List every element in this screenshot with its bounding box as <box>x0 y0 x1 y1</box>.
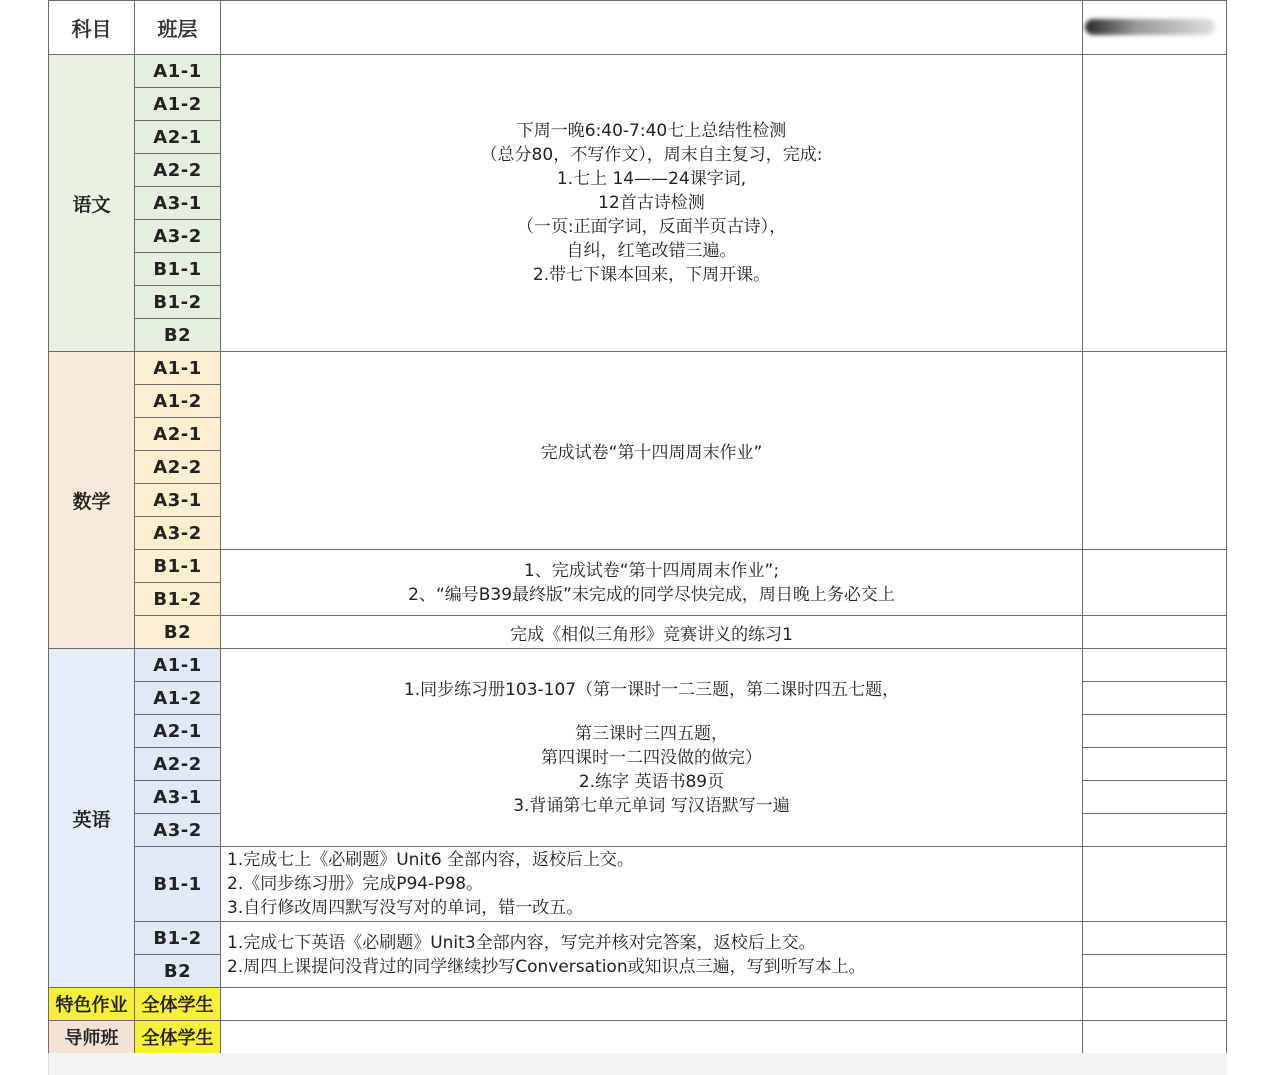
table-row <box>49 1021 1227 1054</box>
chinese-content <box>221 55 1083 352</box>
class-cell: 全体学生 <box>135 988 221 1021</box>
content-line: 3.背诵第七单元单词 写汉语默写一遍 <box>513 795 790 816</box>
mentor-content <box>221 1021 1083 1054</box>
content-line: 1.完成七上《必刷题》Unit6 全部内容，返校后上交。 <box>227 850 635 870</box>
extra-cell <box>1083 988 1227 1021</box>
extra-cell <box>1083 814 1227 847</box>
content-line: 下周一晚6:40-7:40七上总结性检测 <box>516 121 787 141</box>
class-cell: A1-1 <box>135 649 221 682</box>
class-cell: A1-2 <box>135 682 221 715</box>
header-class-level: 班层 <box>135 1 221 55</box>
table-row <box>49 55 1227 88</box>
content-line: 2.带七下课本回来，下周开课。 <box>532 265 771 285</box>
header-extra <box>1083 1 1227 55</box>
english-content-b12 <box>221 922 1083 988</box>
subject-special: 特色作业 <box>49 988 135 1021</box>
class-cell: A3-1 <box>135 484 221 517</box>
class-cell: A2-1 <box>135 121 221 154</box>
homework-table <box>48 0 1227 1054</box>
subject-chinese: 语文 <box>49 55 135 352</box>
content-line: 1.七上 14——24课字词, <box>556 169 747 189</box>
extra-cell <box>1083 781 1227 814</box>
content-line: 3.自行修改周四默写没写对的单词，错一改五。 <box>227 898 584 918</box>
content-line: 第三课时三四五题， <box>575 723 728 744</box>
extra-cell <box>1083 550 1227 616</box>
header-row <box>49 1 1227 55</box>
class-cell: B1-1 <box>135 550 221 583</box>
content-line: 2.练字 英语书89页 <box>578 771 725 792</box>
extra-cell <box>1083 847 1227 922</box>
class-cell: B1-1 <box>135 253 221 286</box>
content-line: 1.同步练习册103-107（第一课时一二三题，第二课时四五七题， <box>403 679 900 700</box>
content-line: 12首古诗检测 <box>598 193 705 213</box>
class-cell: B1-2 <box>135 922 221 955</box>
class-cell: A1-2 <box>135 88 221 121</box>
class-cell: A3-2 <box>135 814 221 847</box>
class-cell: A2-2 <box>135 154 221 187</box>
header-subject: 科目 <box>49 1 135 55</box>
subject-english: 英语 <box>49 649 135 988</box>
class-cell: B1-2 <box>135 286 221 319</box>
content-line: 2.周四上课提问没背过的同学继续抄写Conversation或知识点三遍，写到听写本上。 <box>227 956 866 977</box>
redacted-mark <box>1085 19 1215 35</box>
class-cell: B2 <box>135 955 221 988</box>
math-content-b2: 完成《相似三角形》竞赛讲义的练习1 <box>221 616 1083 649</box>
class-cell: A1-1 <box>135 55 221 88</box>
extra-cell <box>1083 922 1227 955</box>
class-cell: A3-2 <box>135 517 221 550</box>
content-line: 第四课时一二四没做的做完） <box>541 747 762 768</box>
extra-cell <box>1083 616 1227 649</box>
class-cell: A1-1 <box>135 352 221 385</box>
class-cell: A2-1 <box>135 418 221 451</box>
extra-cell <box>1083 55 1227 352</box>
content-line: （一页:正面字词，反面半页古诗）， <box>516 217 787 237</box>
subject-mentor: 导师班 <box>49 1021 135 1054</box>
extra-cell <box>1083 1021 1227 1054</box>
english-content-b11 <box>221 847 1083 922</box>
extra-cell <box>1083 715 1227 748</box>
extra-cell <box>1083 748 1227 781</box>
class-cell: B1-2 <box>135 583 221 616</box>
subject-math: 数学 <box>49 352 135 649</box>
math-content-a: 完成试卷“第十四周周末作业” <box>221 352 1083 550</box>
class-cell: B2 <box>135 616 221 649</box>
content-line: 2.《同步练习册》完成P94-P98。 <box>227 874 484 894</box>
class-cell: B1-1 <box>135 847 221 922</box>
class-cell: B2 <box>135 319 221 352</box>
special-content <box>221 988 1083 1021</box>
table-row <box>49 988 1227 1021</box>
extra-cell <box>1083 352 1227 550</box>
extra-cell <box>1083 682 1227 715</box>
extra-cell <box>1083 955 1227 988</box>
content-line: （总分80，不写作文），周末自主复习，完成: <box>480 145 823 165</box>
table-row <box>49 649 1227 682</box>
table-row <box>49 352 1227 385</box>
content-line: 1、完成试卷“第十四周周末作业”; <box>523 560 780 581</box>
class-cell: A2-1 <box>135 715 221 748</box>
class-cell: A2-2 <box>135 748 221 781</box>
class-cell: A3-2 <box>135 220 221 253</box>
class-cell: A1-2 <box>135 385 221 418</box>
content-line: 2、“编号B39最终版”未完成的同学尽快完成，周日晚上务必交上 <box>408 584 895 605</box>
class-cell: A3-1 <box>135 781 221 814</box>
header-content <box>221 1 1083 55</box>
class-cell: A3-1 <box>135 187 221 220</box>
class-cell: 全体学生 <box>135 1021 221 1054</box>
extra-cell <box>1083 649 1227 682</box>
bottom-strip <box>48 1053 1227 1075</box>
content-line: 1.完成七下英语《必刷题》Unit3全部内容，写完并核对完答案，返校后上交。 <box>227 932 816 953</box>
math-content-b <box>221 550 1083 616</box>
class-cell: A2-2 <box>135 451 221 484</box>
content-line: 自纠，红笔改错三遍。 <box>566 241 737 261</box>
english-content-a <box>221 649 1083 847</box>
